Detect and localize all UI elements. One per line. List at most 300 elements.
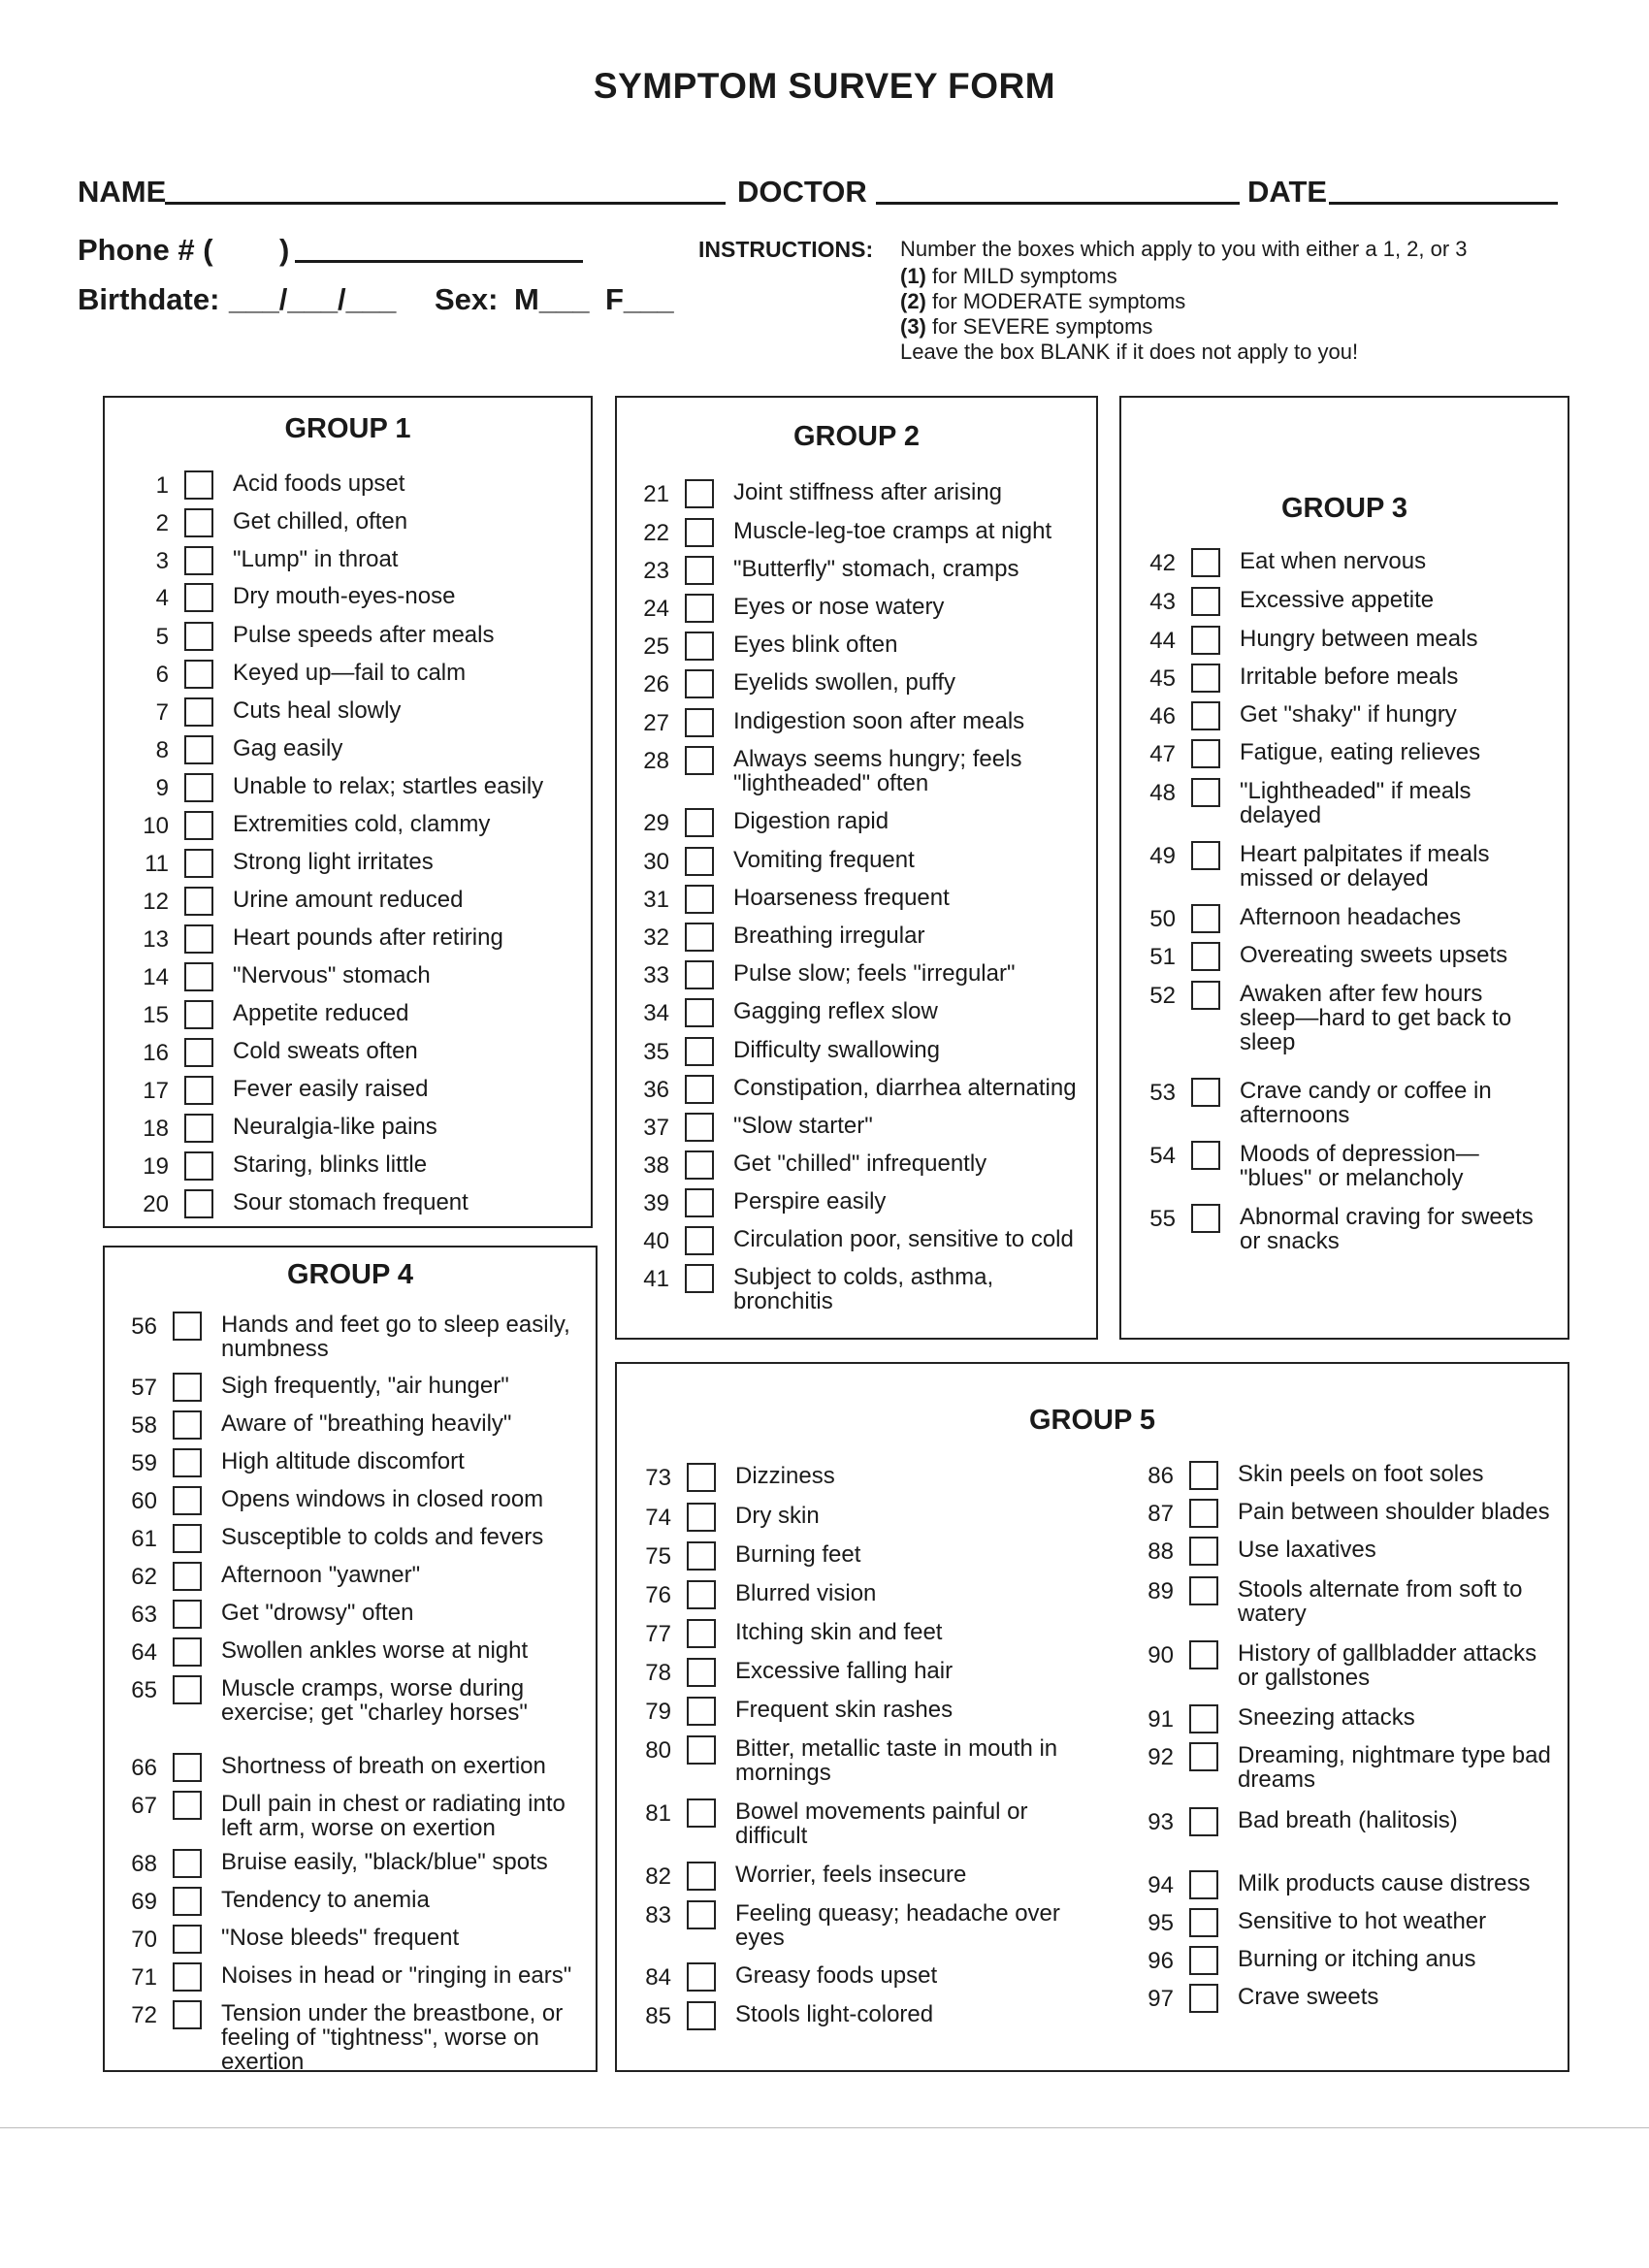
- symptom-item: [114, 1791, 566, 1841]
- rating-checkbox[interactable]: [1189, 1704, 1218, 1733]
- rating-checkbox[interactable]: [1191, 1141, 1220, 1170]
- rating-checkbox[interactable]: [173, 1373, 202, 1402]
- item-number: 59: [131, 1450, 157, 1476]
- rating-checkbox[interactable]: [1191, 587, 1220, 616]
- item-number: 74: [645, 1505, 671, 1531]
- rating-checkbox[interactable]: [685, 1075, 714, 1104]
- instructions-line5: Leave the box BLANK if it does not apply to you!: [900, 340, 1359, 364]
- rating-checkbox[interactable]: [685, 1037, 714, 1066]
- item-number: 80: [645, 1737, 671, 1764]
- item-number: 24: [643, 596, 669, 622]
- item-label: Get "chilled" infrequently: [733, 1150, 987, 1177]
- rating-checkbox[interactable]: [685, 1226, 714, 1255]
- rating-checkbox[interactable]: [184, 1038, 213, 1067]
- item-number: 75: [645, 1543, 671, 1570]
- item-label: Tendency to anemia: [221, 1887, 430, 1913]
- rating-checkbox[interactable]: [184, 697, 213, 727]
- rating-checkbox[interactable]: [685, 1150, 714, 1180]
- symptom-item: [114, 1410, 561, 1442]
- item-label: Afternoon headaches: [1240, 904, 1462, 930]
- symptom-item: [1131, 1742, 1577, 1793]
- rating-checkbox[interactable]: [184, 546, 213, 575]
- symptom-item: [1131, 1908, 1577, 1939]
- rating-checkbox[interactable]: [687, 1962, 716, 1992]
- rating-checkbox[interactable]: [173, 1562, 202, 1591]
- symptom-item: [627, 1264, 1073, 1314]
- rating-checkbox[interactable]: [685, 746, 714, 775]
- rating-checkbox[interactable]: [685, 632, 714, 661]
- item-label: Cold sweats often: [233, 1038, 418, 1064]
- rating-checkbox[interactable]: [184, 1151, 213, 1181]
- rating-checkbox[interactable]: [685, 556, 714, 585]
- group-5: [615, 1362, 1569, 2072]
- item-number: 82: [645, 1863, 671, 1890]
- rating-checkbox[interactable]: [1191, 981, 1220, 1010]
- rating-checkbox[interactable]: [1189, 1946, 1218, 1975]
- rating-checkbox[interactable]: [173, 1486, 202, 1515]
- item-number: 23: [643, 558, 669, 584]
- item-number: 2: [155, 510, 169, 536]
- rating-checkbox[interactable]: [1191, 548, 1220, 577]
- symptom-item: [126, 924, 572, 956]
- item-label: Heart palpitates if meals missed or delayed: [1240, 841, 1490, 891]
- item-label: Irritable before meals: [1240, 664, 1459, 690]
- item-label: Joint stiffness after arising: [733, 479, 1003, 505]
- symptom-item: [126, 660, 572, 691]
- rating-checkbox[interactable]: [685, 808, 714, 837]
- rating-checkbox[interactable]: [173, 1962, 202, 1992]
- item-number: 10: [143, 813, 169, 839]
- symptom-item: [627, 556, 1073, 587]
- symptom-item: [629, 1735, 1075, 1786]
- group-title: GROUP 4: [286, 1259, 413, 1290]
- symptom-item: [1131, 1807, 1577, 1838]
- item-label: Acid foods upset: [233, 470, 405, 497]
- rating-checkbox[interactable]: [1189, 1576, 1218, 1605]
- symptom-item: [627, 1075, 1077, 1106]
- item-label: Afternoon "yawner": [221, 1562, 421, 1588]
- item-label: Excessive appetite: [1240, 587, 1435, 613]
- item-number: 85: [645, 2003, 671, 2029]
- rating-checkbox[interactable]: [173, 1312, 202, 1341]
- symptom-item: [1131, 1704, 1577, 1735]
- item-number: 43: [1149, 589, 1176, 615]
- symptom-item: [627, 1188, 1073, 1219]
- symptom-item: [627, 1037, 1073, 1068]
- item-label: Heart pounds after retiring: [233, 924, 503, 951]
- rating-checkbox[interactable]: [184, 773, 213, 802]
- symptom-item: [126, 1114, 572, 1145]
- symptom-item: [629, 1962, 1075, 1993]
- rating-checkbox[interactable]: [1189, 1807, 1218, 1836]
- rating-checkbox[interactable]: [184, 962, 213, 991]
- rating-checkbox[interactable]: [687, 1697, 716, 1726]
- rating-checkbox[interactable]: [173, 1791, 202, 1820]
- item-number: 17: [143, 1078, 169, 1104]
- rating-checkbox[interactable]: [1191, 778, 1220, 807]
- item-number: 73: [645, 1465, 671, 1491]
- item-label: Fever easily raised: [233, 1076, 429, 1102]
- rating-checkbox[interactable]: [685, 708, 714, 737]
- rating-checkbox[interactable]: [685, 885, 714, 914]
- rating-checkbox[interactable]: [173, 1637, 202, 1667]
- item-number: 25: [643, 633, 669, 660]
- item-label: Hoarseness frequent: [733, 885, 950, 911]
- rating-checkbox[interactable]: [184, 811, 213, 840]
- symptom-item: [627, 594, 1073, 625]
- symptom-item: [1133, 841, 1579, 891]
- doctor-field[interactable]: [876, 202, 1240, 205]
- rating-checkbox[interactable]: [1191, 841, 1220, 870]
- symptom-item: [126, 1000, 572, 1031]
- item-number: 62: [131, 1564, 157, 1590]
- rating-checkbox[interactable]: [687, 1658, 716, 1687]
- item-number: 55: [1149, 1206, 1176, 1232]
- rating-checkbox[interactable]: [1189, 1537, 1218, 1566]
- item-number: 79: [645, 1699, 671, 1725]
- item-label: Sneezing attacks: [1238, 1704, 1415, 1731]
- rating-checkbox[interactable]: [184, 470, 213, 500]
- item-label: Aware of "breathing heavily": [221, 1410, 512, 1437]
- item-label: Awaken after few hours sleep—hard to get back to sleep: [1240, 981, 1512, 1055]
- birthdate-field[interactable]: ___/___/___: [229, 282, 397, 316]
- rating-checkbox[interactable]: [685, 1264, 714, 1293]
- symptom-item: [627, 923, 1073, 954]
- item-number: 65: [131, 1677, 157, 1703]
- symptom-item: [1131, 1946, 1577, 1977]
- item-number: 11: [145, 851, 169, 877]
- group-4: [103, 1246, 598, 2075]
- symptom-item: [1133, 1141, 1579, 1191]
- rating-checkbox[interactable]: [184, 887, 213, 916]
- rating-checkbox[interactable]: [687, 1735, 716, 1765]
- rating-checkbox[interactable]: [687, 1900, 716, 1929]
- item-label: "Butterfly" stomach, cramps: [733, 556, 1019, 582]
- rating-checkbox[interactable]: [685, 923, 714, 952]
- item-number: 19: [143, 1153, 169, 1180]
- item-number: 8: [155, 737, 169, 763]
- item-number: 72: [131, 2002, 157, 2028]
- item-label: Neuralgia-like pains: [233, 1114, 437, 1140]
- symptom-item: [627, 960, 1073, 991]
- instructions-moderate: (2) for MODERATE symptoms: [900, 289, 1186, 313]
- symptom-item: [126, 811, 572, 842]
- item-number: 95: [1148, 1910, 1174, 1936]
- symptom-item: [627, 632, 1073, 663]
- rating-checkbox[interactable]: [184, 849, 213, 878]
- item-number: 4: [155, 585, 169, 611]
- symptom-item: [629, 1862, 1075, 1893]
- item-number: 53: [1149, 1080, 1176, 1106]
- rating-checkbox[interactable]: [1189, 1499, 1218, 1528]
- symptom-item: [1133, 1078, 1579, 1128]
- item-number: 67: [131, 1793, 157, 1819]
- item-number: 88: [1148, 1539, 1174, 1565]
- item-label: Cuts heal slowly: [233, 697, 402, 724]
- symptom-item: [126, 583, 572, 614]
- symptom-item: [1133, 587, 1579, 618]
- item-label: Bowel movements painful or difficult: [735, 1798, 1028, 1849]
- symptom-item: [114, 1562, 561, 1593]
- symptom-item: [629, 1541, 1075, 1572]
- symptom-item: [1131, 1870, 1577, 1901]
- rating-checkbox[interactable]: [173, 2000, 202, 2029]
- rating-checkbox[interactable]: [184, 583, 213, 612]
- symptom-item: [114, 1925, 561, 1956]
- rating-checkbox[interactable]: [184, 1189, 213, 1218]
- item-label: Susceptible to colds and fevers: [221, 1524, 544, 1550]
- item-number: 92: [1148, 1744, 1174, 1770]
- rating-checkbox[interactable]: [173, 1887, 202, 1916]
- item-number: 39: [643, 1190, 669, 1216]
- item-label: Crave candy or coffee in afternoons: [1240, 1078, 1492, 1128]
- symptom-item: [1133, 942, 1579, 973]
- date-field[interactable]: [1329, 202, 1558, 205]
- rating-checkbox[interactable]: [685, 960, 714, 989]
- symptom-item: [1131, 1984, 1577, 2015]
- item-label: Feeling queasy; headache over eyes: [735, 1900, 1060, 1951]
- item-number: 1: [155, 472, 169, 499]
- item-number: 38: [643, 1152, 669, 1179]
- rating-checkbox[interactable]: [1191, 664, 1220, 693]
- item-number: 58: [131, 1412, 157, 1439]
- rating-checkbox[interactable]: [685, 847, 714, 876]
- rating-checkbox[interactable]: [1189, 1908, 1218, 1937]
- item-label: Hungry between meals: [1240, 626, 1478, 652]
- symptom-item: [114, 1486, 561, 1517]
- rating-checkbox[interactable]: [685, 998, 714, 1027]
- item-label: Vomiting frequent: [733, 847, 915, 873]
- rating-checkbox[interactable]: [173, 1448, 202, 1477]
- item-label: Strong light irritates: [233, 849, 434, 875]
- symptom-item: [114, 2000, 564, 2075]
- rating-checkbox[interactable]: [1189, 1870, 1218, 1899]
- item-number: 31: [643, 887, 669, 913]
- rating-checkbox[interactable]: [687, 1798, 716, 1828]
- item-label: Pulse speeds after meals: [233, 622, 495, 648]
- group-1: [103, 396, 593, 1228]
- rating-checkbox[interactable]: [1189, 1984, 1218, 2013]
- item-number: 22: [643, 520, 669, 546]
- symptom-item: [126, 470, 572, 502]
- item-number: 12: [143, 889, 169, 915]
- symptom-item: [126, 1038, 572, 1069]
- rating-checkbox[interactable]: [184, 735, 213, 764]
- item-number: 35: [643, 1039, 669, 1065]
- item-number: 26: [643, 671, 669, 697]
- symptom-item: [629, 1463, 1075, 1494]
- symptom-item: [627, 669, 1073, 700]
- symptom-item: [126, 773, 572, 804]
- sex-male-field[interactable]: M___: [514, 282, 590, 316]
- item-number: 32: [643, 924, 669, 951]
- item-label: "Slow starter": [733, 1113, 873, 1139]
- symptom-item: [627, 847, 1073, 878]
- rating-checkbox[interactable]: [1189, 1742, 1218, 1771]
- rating-checkbox[interactable]: [173, 1410, 202, 1440]
- instructions-line1: Number the boxes which apply to you with either a 1, 2, or 3: [900, 237, 1468, 261]
- item-label: Keyed up—fail to calm: [233, 660, 467, 686]
- item-number: 83: [645, 1902, 671, 1928]
- item-label: Circulation poor, sensitive to cold: [733, 1226, 1074, 1252]
- rating-checkbox[interactable]: [1189, 1640, 1218, 1669]
- symptom-item: [1131, 1537, 1577, 1568]
- symptom-item: [629, 1580, 1075, 1611]
- item-number: 18: [143, 1116, 169, 1142]
- rating-checkbox[interactable]: [1191, 904, 1220, 933]
- item-label: Subject to colds, asthma, bronchitis: [733, 1264, 994, 1314]
- rating-checkbox[interactable]: [173, 1600, 202, 1629]
- item-label: Abnormal craving for sweets or snacks: [1240, 1204, 1534, 1254]
- rating-checkbox[interactable]: [184, 1114, 213, 1143]
- item-number: 49: [1149, 843, 1176, 869]
- symptom-item: [1131, 1461, 1577, 1492]
- rating-checkbox[interactable]: [687, 1541, 716, 1571]
- item-label: Dry skin: [735, 1503, 820, 1529]
- item-number: 71: [131, 1964, 157, 1991]
- rating-checkbox[interactable]: [184, 660, 213, 689]
- symptom-item: [1133, 664, 1579, 695]
- item-label: Gag easily: [233, 735, 343, 761]
- item-number: 48: [1149, 780, 1176, 806]
- rating-checkbox[interactable]: [1191, 1204, 1220, 1233]
- rating-checkbox[interactable]: [685, 1113, 714, 1142]
- rating-checkbox[interactable]: [173, 1675, 202, 1704]
- name-field[interactable]: [165, 202, 726, 205]
- rating-checkbox[interactable]: [184, 924, 213, 954]
- item-label: Bruise easily, "black/blue" spots: [221, 1849, 548, 1875]
- item-number: 64: [131, 1639, 157, 1666]
- item-label: Dizziness: [735, 1463, 835, 1489]
- rating-checkbox[interactable]: [1191, 701, 1220, 730]
- symptom-item: [627, 998, 1073, 1029]
- item-number: 46: [1149, 703, 1176, 729]
- symptom-item: [126, 1076, 572, 1107]
- symptom-item: [1133, 739, 1579, 770]
- rating-checkbox[interactable]: [173, 1753, 202, 1782]
- item-label: Excessive falling hair: [735, 1658, 954, 1684]
- item-label: Extremities cold, clammy: [233, 811, 491, 837]
- rating-checkbox[interactable]: [184, 622, 213, 651]
- item-number: 54: [1149, 1143, 1176, 1169]
- item-number: 37: [643, 1115, 669, 1141]
- item-number: 63: [131, 1602, 157, 1628]
- item-label: Burning or itching anus: [1238, 1946, 1476, 1972]
- rating-checkbox[interactable]: [685, 1188, 714, 1217]
- item-label: Moods of depression— "blues" or melancholy: [1240, 1141, 1479, 1191]
- symptom-item: [627, 808, 1073, 839]
- item-number: 13: [143, 926, 169, 953]
- item-label: Stools alternate from soft to watery: [1238, 1576, 1523, 1627]
- rating-checkbox[interactable]: [1189, 1461, 1218, 1490]
- rating-checkbox[interactable]: [173, 1925, 202, 1954]
- symptom-item: [1133, 1204, 1579, 1254]
- rating-checkbox[interactable]: [687, 1862, 716, 1891]
- item-number: 5: [155, 624, 169, 650]
- symptom-item: [126, 962, 572, 993]
- rating-checkbox[interactable]: [687, 1619, 716, 1648]
- rating-checkbox[interactable]: [685, 669, 714, 698]
- rating-checkbox[interactable]: [184, 508, 213, 537]
- rating-checkbox[interactable]: [184, 1000, 213, 1029]
- rating-checkbox[interactable]: [1191, 739, 1220, 768]
- item-label: Get "shaky" if hungry: [1240, 701, 1457, 728]
- symptom-item: [1131, 1499, 1577, 1530]
- item-number: 45: [1149, 665, 1176, 692]
- symptom-item: [629, 1619, 1075, 1650]
- rating-checkbox[interactable]: [173, 1524, 202, 1553]
- symptom-item: [114, 1962, 572, 1993]
- symptom-item: [114, 1849, 561, 1880]
- symptom-item: [1133, 778, 1579, 828]
- item-number: 42: [1149, 550, 1176, 576]
- item-label: Greasy foods upset: [735, 1962, 938, 1989]
- item-number: 97: [1148, 1986, 1174, 2012]
- symptom-item: [629, 1697, 1075, 1728]
- item-label: Crave sweets: [1238, 1984, 1379, 2010]
- item-label: Opens windows in closed room: [221, 1486, 544, 1512]
- rating-checkbox[interactable]: [1191, 942, 1220, 971]
- item-label: Frequent skin rashes: [735, 1697, 954, 1723]
- item-label: Dull pain in chest or radiating into left arm, worse on exertion: [221, 1791, 566, 1841]
- item-number: 40: [643, 1228, 669, 1254]
- birthdate-label: Birthdate:: [78, 282, 220, 316]
- item-number: 14: [143, 964, 169, 990]
- item-number: 77: [645, 1621, 671, 1647]
- item-label: Indigestion soon after meals: [733, 708, 1025, 734]
- item-label: Worrier, feels insecure: [735, 1862, 967, 1888]
- item-label: "Nervous" stomach: [233, 962, 431, 988]
- item-number: 44: [1149, 628, 1176, 654]
- rating-checkbox[interactable]: [687, 1463, 716, 1492]
- sex-female-field[interactable]: F___: [605, 282, 674, 316]
- instructions-severe: (3) for SEVERE symptoms: [900, 314, 1153, 339]
- symptom-item: [126, 735, 572, 766]
- phone-field[interactable]: [295, 260, 583, 263]
- item-label: Noises in head or "ringing in ears": [221, 1962, 572, 1989]
- item-number: 84: [645, 1964, 671, 1991]
- instructions-text: [900, 237, 1468, 365]
- rating-checkbox[interactable]: [1191, 1078, 1220, 1107]
- rating-checkbox[interactable]: [685, 479, 714, 508]
- symptom-item: [627, 708, 1073, 739]
- symptom-item: [627, 518, 1073, 549]
- symptom-item: [114, 1373, 561, 1404]
- item-label: Staring, blinks little: [233, 1151, 428, 1178]
- rating-checkbox[interactable]: [685, 594, 714, 623]
- symptom-item: [114, 1887, 561, 1918]
- rating-checkbox[interactable]: [685, 518, 714, 547]
- item-label: Overeating sweets upsets: [1240, 942, 1508, 968]
- item-label: Breathing irregular: [733, 923, 925, 949]
- symptom-item: [126, 546, 572, 577]
- item-label: Sigh frequently, "air hunger": [221, 1373, 509, 1399]
- rating-checkbox[interactable]: [687, 1503, 716, 1532]
- phone-close-paren: ): [279, 233, 290, 267]
- rating-checkbox[interactable]: [184, 1076, 213, 1105]
- rating-checkbox[interactable]: [173, 1849, 202, 1878]
- item-number: 57: [131, 1375, 157, 1401]
- item-number: 41: [643, 1266, 669, 1292]
- symptom-item: [627, 1150, 1073, 1182]
- item-label: Fatigue, eating relieves: [1240, 739, 1481, 765]
- item-label: Milk products cause distress: [1238, 1870, 1531, 1896]
- item-number: 15: [143, 1002, 169, 1028]
- item-number: 61: [131, 1526, 157, 1552]
- rating-checkbox[interactable]: [687, 1580, 716, 1609]
- rating-checkbox[interactable]: [687, 2001, 716, 2030]
- rating-checkbox[interactable]: [1191, 626, 1220, 655]
